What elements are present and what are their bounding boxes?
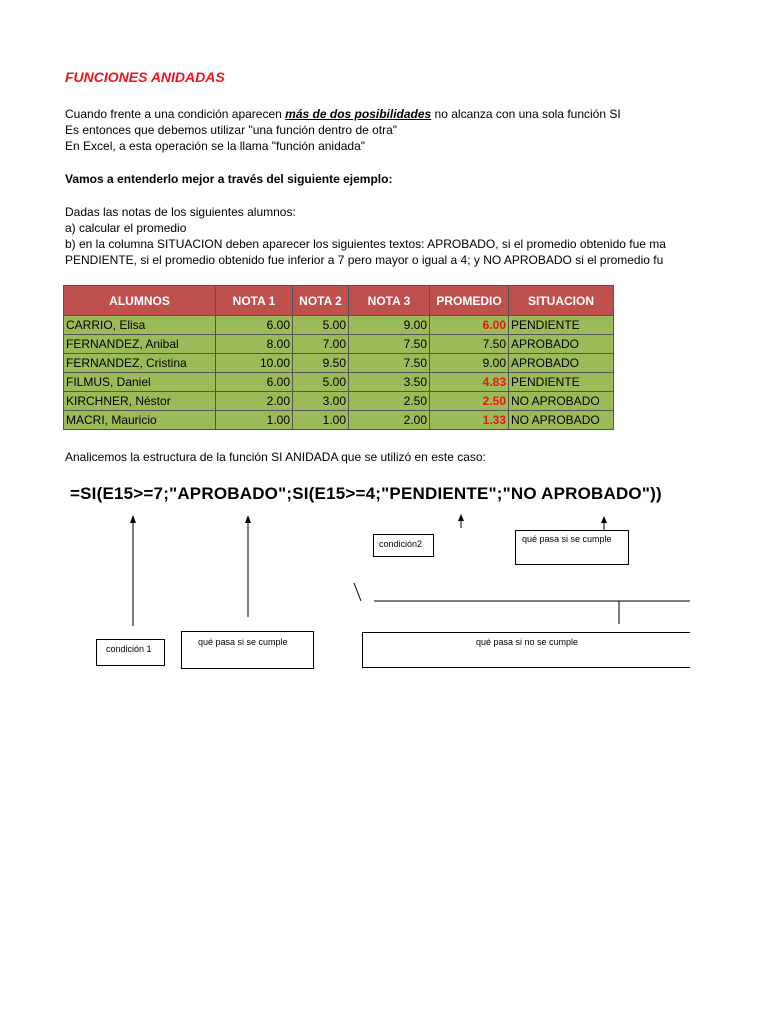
nested-formula: =SI(E15>=7;"APROBADO";SI(E15>=4;"PENDIENTE";"NO APROBADO")) [70, 484, 662, 503]
label-condicion-2-text: condición2 [379, 539, 423, 549]
cell-nota-3: 3.50 [349, 373, 430, 392]
cell-alumno: MACRI, Mauricio [64, 411, 216, 430]
intro-line-3: En Excel, a esta operación se la llama "función anidada" [65, 139, 366, 153]
cell-situacion: NO APROBADO [509, 392, 614, 411]
task-line-3: b) en la columna SITUACION deben aparecer los siguientes textos: APROBADO, si el promedio obtenido fue ma [65, 237, 666, 251]
cell-nota-3: 9.00 [349, 316, 430, 335]
cell-situacion: APROBADO [509, 354, 614, 373]
label-si-no-cumple [362, 632, 704, 668]
page-edge-mask [690, 600, 768, 680]
cell-alumno: FILMUS, Daniel [64, 373, 216, 392]
cell-nota-2: 5.00 [293, 373, 349, 392]
cell-situacion: PENDIENTE [509, 316, 614, 335]
label-si-no-cumple-text: qué pasa si no se cumple [476, 637, 579, 647]
cell-situacion: PENDIENTE [509, 373, 614, 392]
intro-line-1-pre: Cuando frente a una condición aparecen [65, 107, 286, 121]
cell-nota-2: 1.00 [293, 411, 349, 430]
analysis-text: Analicemos la estructura de la función SI ANIDADA que se utilizó en este caso: [65, 450, 486, 464]
cell-nota-1: 2.00 [216, 392, 293, 411]
arrowhead-icon [458, 514, 464, 521]
page-title: FUNCIONES ANIDADAS [65, 69, 225, 85]
cell-nota-3: 2.00 [349, 411, 430, 430]
cell-alumno: KIRCHNER, Néstor [64, 392, 216, 411]
header-alumnos: ALUMNOS [64, 286, 216, 316]
cell-nota-3: 2.50 [349, 392, 430, 411]
cell-nota-3: 7.50 [349, 354, 430, 373]
cell-nota-1: 8.00 [216, 335, 293, 354]
cell-alumno: FERNANDEZ, Cristina [64, 354, 216, 373]
task-line-4: PENDIENTE, si el promedio obtenido fue inferior a 7 pero mayor o igual a 4; y NO APROBADO si el promedio fu [65, 253, 664, 267]
label-condicion-1-text: condición 1 [106, 644, 152, 654]
cell-nota-1: 10.00 [216, 354, 293, 373]
label-si-cumple-1-text: qué pasa si se cumple [198, 637, 288, 647]
arrowhead-icon [601, 516, 607, 523]
task-line-1: Dadas las notas de los siguientes alumnos: [65, 205, 296, 219]
arrowhead-icon [130, 515, 136, 523]
cell-nota-2: 5.00 [293, 316, 349, 335]
cell-nota-2: 3.00 [293, 392, 349, 411]
task-line-2: a) calcular el promedio [65, 221, 187, 235]
diagonal-tick [354, 583, 361, 601]
cell-nota-2: 9.50 [293, 354, 349, 373]
arrowhead-icon [245, 515, 251, 523]
intro-line-1-emphasis: más de dos posibilidades [285, 107, 432, 121]
label-si-cumple-2-text: qué pasa si se cumple [522, 534, 612, 544]
cell-nota-1: 6.00 [216, 316, 293, 335]
cell-situacion: NO APROBADO [509, 411, 614, 430]
label-si-cumple-2 [515, 530, 629, 565]
intro-line-1-post: no alcanza con una sola función SI [431, 107, 621, 121]
cell-promedio: 9.00 [430, 354, 509, 373]
example-heading: Vamos a entenderlo mejor a través del siguiente ejemplo: [65, 172, 393, 186]
label-condicion-1 [96, 639, 165, 666]
cell-nota-2: 7.00 [293, 335, 349, 354]
header-situacion: SITUACION [509, 286, 614, 316]
header-nota-3: NOTA 3 [349, 286, 430, 316]
cell-promedio: 7.50 [430, 335, 509, 354]
cell-promedio: 4.83 [430, 373, 509, 392]
cell-promedio: 2.50 [430, 392, 509, 411]
cell-situacion: APROBADO [509, 335, 614, 354]
cell-alumno: FERNANDEZ, Anibal [64, 335, 216, 354]
header-nota-1: NOTA 1 [216, 286, 293, 316]
label-condicion-2 [373, 534, 434, 557]
header-promedio: PROMEDIO [430, 286, 509, 316]
label-si-cumple-1 [181, 631, 314, 669]
header-nota-2: NOTA 2 [293, 286, 349, 316]
cell-promedio: 6.00 [430, 316, 509, 335]
cell-nota-3: 7.50 [349, 335, 430, 354]
cell-nota-1: 6.00 [216, 373, 293, 392]
cell-promedio: 1.33 [430, 411, 509, 430]
cell-nota-1: 1.00 [216, 411, 293, 430]
cell-alumno: CARRIO, Elisa [64, 316, 216, 335]
intro-line-2: Es entonces que debemos utilizar "una función dentro de otra" [65, 123, 398, 137]
